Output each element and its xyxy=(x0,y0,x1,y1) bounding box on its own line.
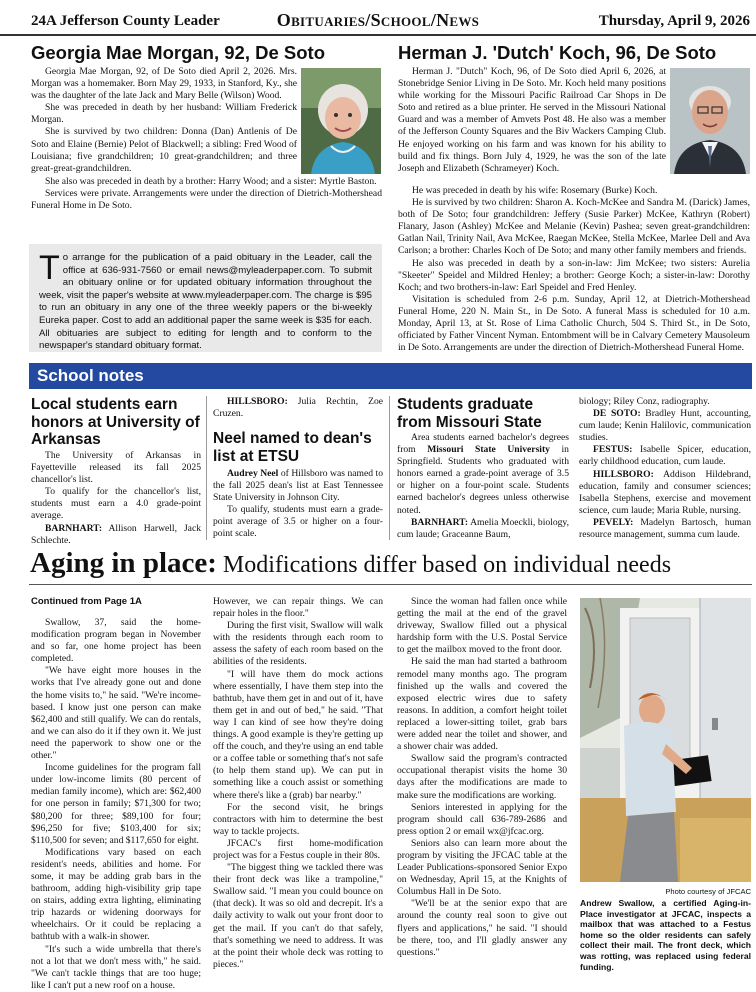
missouri-school-name: Missouri State University xyxy=(427,444,550,456)
aging-c1-p1: Swallow, 37, said the home-modification program began in November and so far, one home project has been completed. xyxy=(31,617,201,665)
issue-date: Thursday, April 9, 2026 xyxy=(598,13,750,29)
header-rule xyxy=(0,34,756,36)
notice-text: o arrange for the publication of a paid obituary in the Leader, call the office at 636-931-7560 or email news@myleaderpaper.com. To submit an obituary online or for updated obituary information throughout the week, visit the paper's website at www.myleaderpaper.com. The charge is $95 to run an obituary in any one of the three weekly papers or the bi-weekly Eureka paper. Cost to add an additional paper the same week is $35 for each. All obituaries are subject to editing for length and to conform to the newspaper's standard obituary format. xyxy=(39,252,372,352)
missouri-p3: biology; Riley Conz, radiography. xyxy=(579,396,710,407)
obit-morgan-body-top xyxy=(31,66,297,175)
aging-headline-rule xyxy=(29,584,752,585)
photo-credit: Photo courtesy of JFCAC xyxy=(665,887,751,896)
missouri-title: Students graduate from Missouri State xyxy=(397,396,542,431)
obit-koch-p5: Visitation is scheduled from 2-6 p.m. Sunday, April 12, at Dietrich-Mothershead Funeral Home, 220 N. Main St., in De Soto. A funeral Mass is scheduled for 10 a.m. Monday, April 13, at St. Rose of Lima Catholic Church, 504 S. Third St., in De Soto, officiated by Father Vincent Nyman. Entombment will be in Calvary Cemetery Mausoleum in De Soto. Arrangements are under the direction of Dietrich-Mothershead Funeral Home. xyxy=(398,293,750,354)
missouri-hillsboro-label: HILLSBORO: xyxy=(593,468,654,480)
missouri-body-cont xyxy=(579,396,751,541)
aging-c1-p5: "It's such a wide umbrella that there's not a lot that we don't mess with," he said. "We can't tackle things that are too huge; like I can't put a new roof on a house. xyxy=(31,943,201,991)
missouri-festus-label: FESTUS: xyxy=(593,444,633,456)
obit-koch-photo xyxy=(670,68,750,174)
etsu-body xyxy=(213,468,383,541)
aging-c3-p6: "We'll be at the senior expo that are around the county real soon to give out flyers and applications," he said. "I should be there, too, and I'll gladly answer any questions." xyxy=(397,898,567,958)
aging-c1-p4: Modifications vary based on each resident's needs, abilities and home. For some, it may be adding grab bars in the bathroom, adding high-visibility grip tape on stairs, adding extra lighting, eliminating trip hazards or widening doorways for wheelchairs. Or it could be replacing a bathtub with a walk-in shower. xyxy=(31,846,201,943)
aging-c2-p5: JFCAC's first home-modification project was for a Festus couple in their 80s. xyxy=(213,837,383,861)
notice-dropcap: T xyxy=(39,249,60,287)
arkansas-hillsboro-names: Julia Rechtin, Zoe Cruzen. xyxy=(213,396,383,420)
missouri-p1a: Area students earned bachelor's degrees from xyxy=(397,432,569,456)
missouri-p1b: in Springfield. Students who graduated with honors earned a grade-point average of 3.5 or higher on a four-point scale. Students earned bachelor's degrees unless otherwise noted. xyxy=(397,444,569,516)
obit-morgan-p3: She is survived by two children: Donna (Dan) Antlenis of De Soto and Elaine (Bernie) Pelot of Blackwell; a sibling: Fred Wood of Louisiana; five grandchildren; 10 great-grandchildren; and three great-great-grandchildren. xyxy=(31,126,297,174)
aging-c1-p2: "We have eight more houses in the works that I've already gone out and done the home visits to," he said. "We're income-based. I know just one person can make $62,400 and still qualify. We can do rentals, and we can also do it if they own it. We just need the paperwork to show one or the other." xyxy=(31,665,201,762)
missouri-hillsboro-names: Addison Hildebrand, education, family and consumer sciences; Isabella Stephens, exercise and movement science, cum laude; Maria Ruble, nursing. xyxy=(579,468,751,516)
missouri-barnhart-label: BARNHART: xyxy=(411,516,469,528)
obit-koch-p3: He is survived by two children: Sharon A. Koch-McKee and Sandra M. (Darick) James, both of De Soto; four grandchildren: Jeffery (Susie Parker) McKee, Kathryn (Robert) Flanary, Jason (Ashley) McKee and Melanie (Kevin) Pashea; seven great-grandchildren: Gatlan Nail, Trinity Nail, Ava McKee, Raegan McKee, Stella McKee, Marlee Dell and Ava Carlson; a brother: Charles Koch of De Soto; and many other family members and friends. xyxy=(398,197,750,257)
column-divider xyxy=(389,396,390,540)
portrait-woman-icon xyxy=(301,68,381,174)
obit-morgan-p5: Services were private. Arrangements were under the direction of Dietrich-Mothershead Funeral Home in De Soto. xyxy=(31,188,382,212)
arkansas-p2: To qualify for the chancellor's list, students must earn a 4.0 grade-point average. xyxy=(31,486,201,522)
school-notes-banner xyxy=(29,363,752,389)
arkansas-p1: The University of Arkansas in Fayetteville released its fall 2025 chancellor's list. xyxy=(31,450,201,486)
arkansas-title: Local students earn honors at University of Arkansas xyxy=(31,396,200,448)
aging-c1-p3: Income guidelines for the program fall under low-income limits (80 percent of median family income), which are: $62,400 for one person in family; $71,300 for two; $80,200 for three; $89,100 for four; $96,250 for five; $103,400 for six; $110,500 for seven; and $117,650 for eight. xyxy=(31,762,201,846)
missouri-pevely-label: PEVELY: xyxy=(593,516,634,528)
arkansas-body xyxy=(31,450,201,547)
aging-headline-bold: Aging in place: xyxy=(30,547,217,579)
aging-c2-p6: "The biggest thing we tackled there was their front deck was like a trampoline," Swallow said. "I mean you could bounce on (that deck). It was so old and decrepit. It's a daily activity to walk out your front door to get the mail. If you can't do that safely, that's something we need to address. It was at the point their whole deck was rotting to pieces." xyxy=(213,862,383,970)
missouri-desoto-names: Bradley Hunt, accounting, cum laude; Kenin Halilovic, communication studies. xyxy=(579,408,752,444)
aging-c3-p3: Swallow said the program's contracted occupational therapist visits the home 30 days after the modifications are made to make sure the modifications are working. xyxy=(397,753,567,801)
aging-headline xyxy=(30,547,671,581)
etsu-title: Neel named to dean's list at ETSU xyxy=(213,430,372,465)
obit-koch-title: Herman J. 'Dutch' Koch, 96, De Soto xyxy=(398,42,717,63)
aging-c3-p2: He said the man had started a bathroom remodel many months ago. The program finished up the walls and covered the exposed electric wires due to safety reasons. In addition, a comfort height toilet replaced a lower-sitting toilet, grab bars were added near the toilet and shower, and a shower chair was added. xyxy=(397,656,567,753)
aging-c2-p4: For the second visit, he brings contractors with him to determine the best way to tackle projects. xyxy=(213,801,383,837)
obit-morgan-p4: She also was preceded in death by a brother: Harry Wood; and a sister: Myrtle Baston. xyxy=(45,176,377,187)
arkansas-hillsboro-label: HILLSBORO: xyxy=(227,396,288,407)
portrait-man-icon xyxy=(670,68,750,174)
obit-morgan-p1: Georgia Mae Morgan, 92, of De Soto died April 2, 2026. Mrs. Morgan was a homemaker. Born May 29, 1933, in Stanford, Ky., she was the daughter of the late Jack and Mary Belle (Wilson) Wood. xyxy=(31,66,297,102)
obit-koch-p1: Herman J. "Dutch" Koch, 96, of De Soto died April 6, 2026, at Stonebridge Senior Living in De Soto. Mr. Koch held many positions while working for the Missouri Pacific Railroad Car Shops in De Soto and retired as a blue printer. He served in the Missouri National Guard and was a member of Amvets Post 48. He also was a member of the Jefferson County Squares and the Biv Wackers Camping Club. He enjoyed working on his farm and was known for his ability to build and fix things. Born July 4, 1929, he was the son of the late Joseph and Elizabeth (Schrameyer) Koch. xyxy=(398,66,666,174)
missouri-desoto-label: DE SOTO: xyxy=(593,408,641,420)
aging-c2-p1: However, we can repair things. We can repair holes in the floor." xyxy=(213,596,383,620)
obituary-notice-box xyxy=(29,244,382,352)
obit-morgan-photo xyxy=(301,68,381,174)
school-notes-label: School notes xyxy=(37,366,144,385)
photo-caption: Andrew Swallow, a certified Aging-in-Place investigator at JFCAC, inspects a mailbox that was attached to a Festus home so the older residents can safely collect their mail. The front deck, which was rotting, was replaced using federal funding. xyxy=(580,898,751,972)
aging-column-1 xyxy=(31,617,201,992)
arkansas-body-cont xyxy=(213,396,383,420)
man-inspecting-mailbox-icon xyxy=(580,598,751,882)
page-header xyxy=(0,0,756,44)
arkansas-barnhart-names: Allison Harwell, Jack Schlechte. xyxy=(31,522,201,546)
aging-column-2 xyxy=(213,596,383,971)
aging-headline-rest: Modifications differ based on individual needs xyxy=(216,552,672,578)
section-title: Obituaries/School/News xyxy=(276,10,480,30)
missouri-pevely-names: Madelyn Bartosch, human resource management, summa cum laude. xyxy=(579,516,751,541)
aging-c3-p5: Seniors also can learn more about the program by visiting the JFCAC table at the Leader Publications-sponsored Senior Expo on Wednesday, April 15, at the Knights of Columbus Hall in De Soto. xyxy=(397,837,567,898)
aging-c3-p1: Since the woman had fallen once while getting the mail at the end of the gravel driveway, Swallow filled out a physical hardship form with the U.S. Postal Service to get the mailbox moved to the front door. xyxy=(397,596,567,656)
obit-koch-p2: He was preceded in death by his wife: Rosemary (Burke) Koch. xyxy=(412,185,658,196)
aging-c2-p3: "I will have them do mock actions where essentially, I have them step into the bathtub, have them get in and out of it, have them get in and out of bed," he said. "That way I can kind of see how they're doing things. A good example is they're getting up off the couch, and they're using an end table or a coffee table or something that's not safe (to help them stand up). We can put in something like a couch assist or something where there's like a (grab) bar nearby." xyxy=(213,668,383,801)
missouri-body xyxy=(397,432,569,541)
arkansas-barnhart-label: BARNHART: xyxy=(45,522,103,534)
column-divider xyxy=(206,396,207,540)
aging-c2-p2: During the first visit, Swallow will walk with the residents through each room to assess the safety of each room based on the abilities of the residents. xyxy=(213,620,383,668)
obit-morgan-p2: She was preceded in death by her husband: William Frederick Morgan. xyxy=(31,102,297,126)
aging-column-3 xyxy=(397,596,567,959)
obit-koch-body-bottom xyxy=(398,185,750,354)
aging-photo xyxy=(580,598,751,882)
obit-morgan-title: Georgia Mae Morgan, 92, De Soto xyxy=(31,42,326,63)
obit-koch-body-top xyxy=(398,66,666,175)
missouri-festus-names: Isabelle Spicer, education, early childhood education, cum laude. xyxy=(579,444,751,468)
page-label: 24A Jefferson County Leader xyxy=(31,13,220,29)
aging-c3-p4: Seniors interested in applying for the program should call 636-789-2686 and press option 2 or email wx@jfcac.org. xyxy=(397,801,567,837)
etsu-student-name: Audrey Neel xyxy=(227,468,279,479)
missouri-barnhart-names: Amelia Moeckli, biology, cum laude; Graceanne Baum, xyxy=(397,516,569,540)
etsu-p1: of Hillsboro was named to the fall 2025 dean's list at East Tennessee State University in Johnson City. xyxy=(213,468,383,504)
obit-morgan-body-bottom xyxy=(31,176,382,212)
obit-koch-p4: He also was preceded in death by a son-in-law: Jim McKee; two sisters: Aurelia "Skeeter" Speidel and Mildred Henley; a brother: George Koch; a sister-in-law: Dorothy Koch; and two brothers-in-law: Earl Speidel and Fred Henley. xyxy=(398,257,750,293)
continued-from-label: Continued from Page 1A xyxy=(31,596,142,607)
etsu-p2: To qualify, students must earn a grade-point average of 3.5 or higher on a four-point scale. xyxy=(213,504,383,540)
